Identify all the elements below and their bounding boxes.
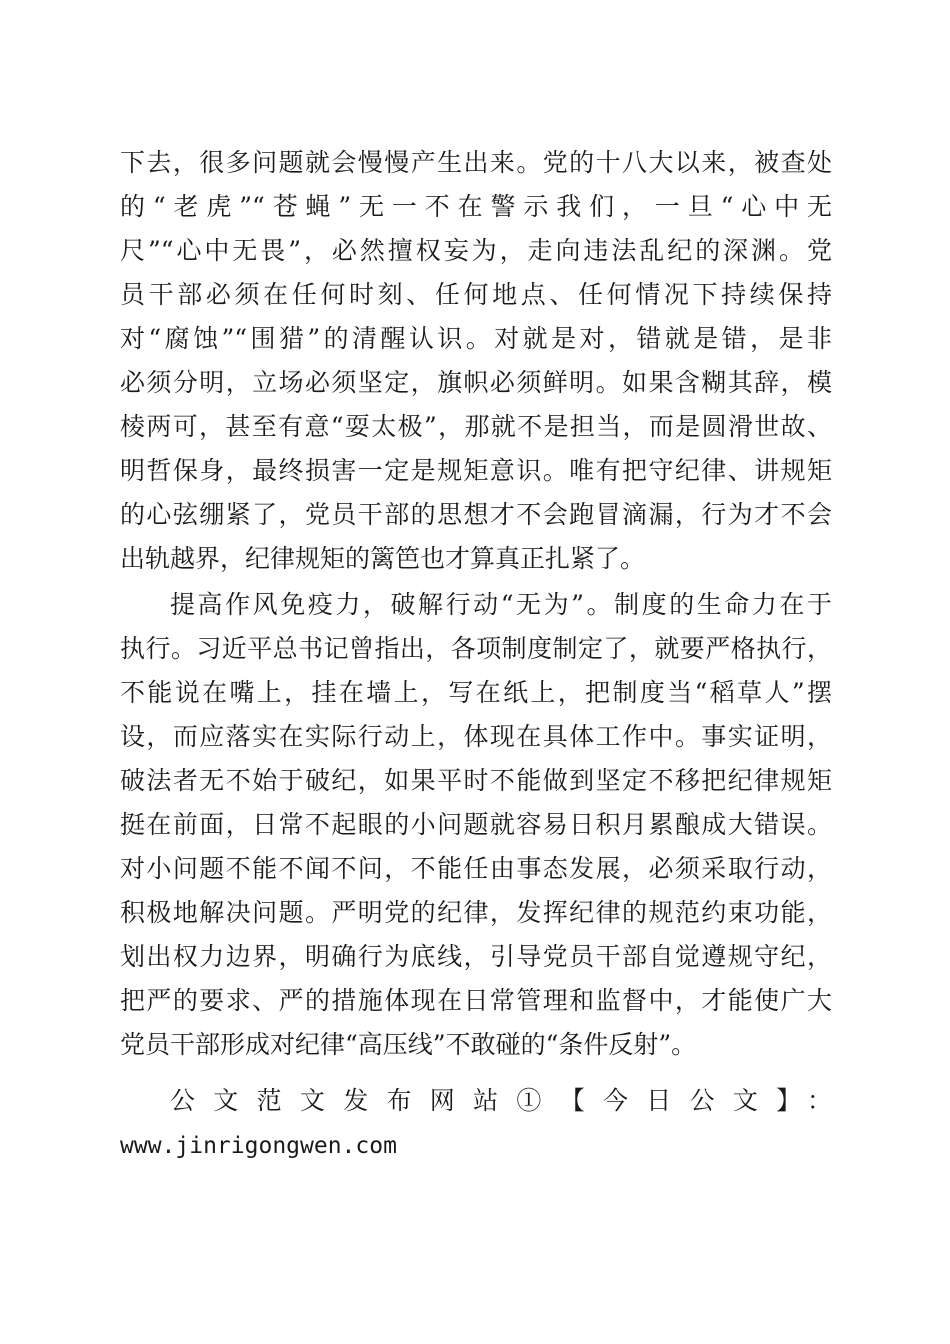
text-line: 对“腐蚀”“围猎”的清醒认识。对就是对，错就是错，是非 [120,324,832,353]
text-line: 下去，很多问题就会慢慢产生出来。党的十八大以来，被查处 [120,148,832,177]
source-line: 公文范文发布网站①【今日公文】： [170,1086,832,1115]
text-line: 明哲保身，最终损害一定是规矩意识。唯有把守纪律、讲规矩 [120,456,832,485]
text-line: 棱两可，甚至有意“耍太极”，那就不是担当，而是圆滑世故、 [120,412,832,441]
text-line: 党员干部形成对纪律“高压线”不敢碰的“条件反射”。 [120,1030,697,1059]
text-line: 出轨越界，纪律规矩的篱笆也才算真正扎紧了。 [120,544,646,573]
text-line: 划出权力边界，明确行为底线，引导党员干部自觉遵规守纪， [120,942,832,971]
text-line: 积极地解决问题。严明党的纪律，发挥纪律的规范约束功能， [120,898,832,927]
text-line: 挺在前面，日常不起眼的小问题就容易日积月累酿成大错误。 [120,810,832,839]
text-line: 执行。习近平总书记曾指出，各项制度制定了，就要严格执行， [120,634,832,663]
text-line: 设，而应落实在实际行动上，体现在具体工作中。事实证明， [120,722,832,751]
text-line: 的心弦绷紧了，党员干部的思想才不会跑冒滴漏，行为才不会 [120,500,832,529]
text-line: 破法者无不始于破纪，如果平时不能做到坚定不移把纪律规矩 [120,766,832,795]
source-url: www.jinrigongwen.com [120,1133,397,1159]
paragraph-first-line: 提高作风免疫力，破解行动“无为”。制度的生命力在于 [170,590,832,619]
text-line: 必须分明，立场必须坚定，旗帜必须鲜明。如果含糊其辞，模 [120,368,832,397]
text-line: 不能说在嘴上，挂在墙上，写在纸上，把制度当“稻草人”摆 [120,678,832,707]
text-line: 尺”“心中无畏”，必然擅权妄为，走向违法乱纪的深渊。党 [120,236,832,265]
text-line: 把严的要求、严的措施体现在日常管理和监督中，才能使广大 [120,986,832,1015]
text-line: 的“老虎”“苍蝇”无一不在警示我们，一旦“心中无 [120,192,832,221]
text-line: 员干部必须在任何时刻、任何地点、任何情况下持续保持 [120,280,832,309]
text-line: 对小问题不能不闻不问，不能任由事态发展，必须采取行动， [120,854,832,883]
